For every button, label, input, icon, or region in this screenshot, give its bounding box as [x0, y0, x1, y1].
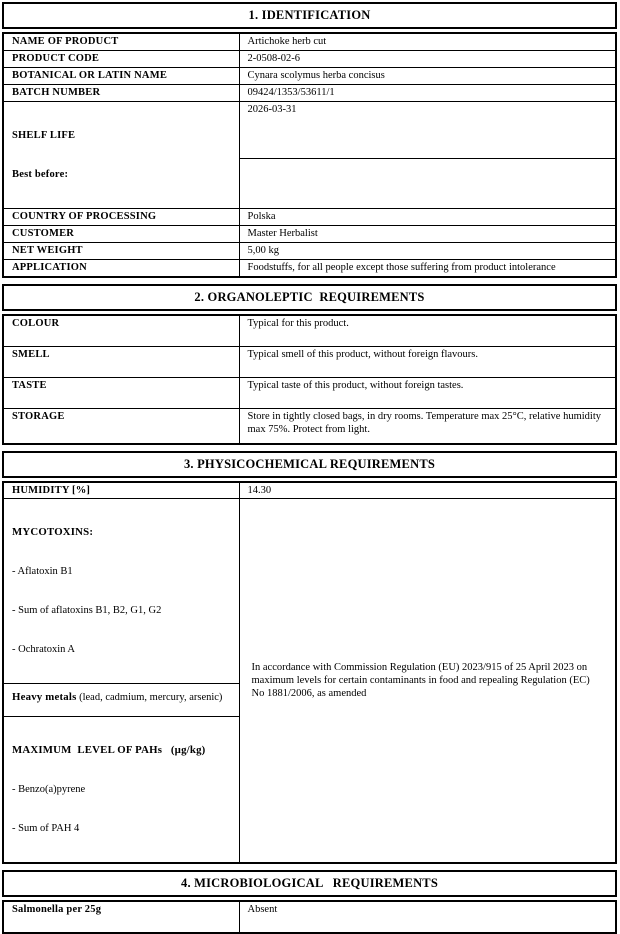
- row-value: Absent: [239, 901, 616, 933]
- row-value: Typical for this product.: [239, 315, 616, 347]
- empty-cell: [239, 158, 616, 208]
- table-row: [3, 243, 616, 260]
- mycotoxins-title: MYCOTOXINS:: [12, 526, 94, 538]
- heavy-metals-cell: [3, 684, 239, 717]
- microbiological-table: [2, 900, 617, 934]
- pahs-item: - Benzo(a)pyrene: [12, 784, 86, 795]
- table-row: [3, 68, 616, 85]
- humidity-label: HUMIDITY [%]: [3, 482, 239, 499]
- table-row: [3, 409, 616, 445]
- row-label: SMELL: [3, 347, 239, 378]
- mycotoxins-cell: [3, 499, 239, 684]
- organoleptic-table: [2, 314, 617, 445]
- section-4-header: 4. MICROBIOLOGICAL REQUIREMENTS: [2, 870, 617, 897]
- table-row: [3, 260, 616, 278]
- humidity-value: 14.30: [239, 482, 616, 499]
- row-label: BOTANICAL OR LATIN NAME: [3, 68, 239, 85]
- table-row: [3, 51, 616, 68]
- row-value: Polska: [239, 209, 616, 226]
- table-row: [3, 499, 616, 684]
- row-value: Store in tightly closed bags, in dry rooms. Temperature max 25°C, relative humidity max 75%. Protect from light.: [239, 409, 616, 445]
- pahs-cell: [3, 717, 239, 864]
- row-label: NET WEIGHT: [3, 243, 239, 260]
- row-label: STORAGE: [3, 409, 239, 445]
- row-value: Cynara scolymus herba concisus: [239, 68, 616, 85]
- row-value: Artichoke herb cut: [239, 33, 616, 51]
- table-row-shelf-life: [3, 102, 616, 159]
- table-row: [3, 901, 616, 933]
- best-before-label: Best before:: [12, 169, 69, 180]
- table-row: [3, 33, 616, 51]
- row-label: NAME OF PRODUCT: [3, 33, 239, 51]
- heavy-metals-label: Heavy metals: [12, 691, 77, 703]
- mycotoxin-item: - Aflatoxin B1: [12, 566, 73, 577]
- mycotoxin-item: - Ochratoxin A: [12, 644, 75, 655]
- regulation-note: In accordance with Commission Regulation (EU) 2023/915 of 25 April 2023 on maximum levels for certain contaminants in food and repealing Regulation (EC) No 1881/2006, as amended: [239, 499, 616, 864]
- row-label: COUNTRY OF PROCESSING: [3, 209, 239, 226]
- row-label: BATCH NUMBER: [3, 85, 239, 102]
- table-row: [3, 226, 616, 243]
- pahs-item: - Sum of PAH 4: [12, 823, 80, 834]
- row-value: 2-0508-02-6: [239, 51, 616, 68]
- row-value: Master Herbalist: [239, 226, 616, 243]
- table-row: [3, 209, 616, 226]
- row-value: Typical taste of this product, without foreign tastes.: [239, 378, 616, 409]
- pahs-title: MAXIMUM LEVEL OF PAHs (µg/kg): [12, 744, 206, 756]
- table-row: [3, 378, 616, 409]
- row-label: CUSTOMER: [3, 226, 239, 243]
- row-value: 5,00 kg: [239, 243, 616, 260]
- section-1-header: 1. IDENTIFICATION: [2, 2, 617, 29]
- table-row: [3, 347, 616, 378]
- row-value: 09424/1353/53611/1: [239, 85, 616, 102]
- row-label: PRODUCT CODE: [3, 51, 239, 68]
- row-value: Typical smell of this product, without foreign flavours.: [239, 347, 616, 378]
- row-label: Salmonella per 25g: [3, 901, 239, 933]
- section-2-header: 2. ORGANOLEPTIC REQUIREMENTS: [2, 284, 617, 311]
- mycotoxin-item: - Sum of aflatoxins B1, B2, G1, G2: [12, 605, 162, 616]
- table-row: [3, 85, 616, 102]
- heavy-metals-detail: (lead, cadmium, mercury, arsenic): [76, 692, 223, 703]
- row-label: APPLICATION: [3, 260, 239, 278]
- table-row: [3, 482, 616, 499]
- identification-table: [2, 32, 617, 278]
- row-value: Foodstuffs, for all people except those suffering from product intolerance: [239, 260, 616, 278]
- physicochemical-table: [2, 481, 617, 864]
- row-label: [3, 102, 239, 209]
- table-row: [3, 315, 616, 347]
- section-3-header: 3. PHYSICOCHEMICAL REQUIREMENTS: [2, 451, 617, 478]
- row-label: TASTE: [3, 378, 239, 409]
- shelf-life-label: SHELF LIFE: [12, 130, 76, 141]
- row-label: COLOUR: [3, 315, 239, 347]
- row-value: 2026-03-31: [239, 102, 616, 159]
